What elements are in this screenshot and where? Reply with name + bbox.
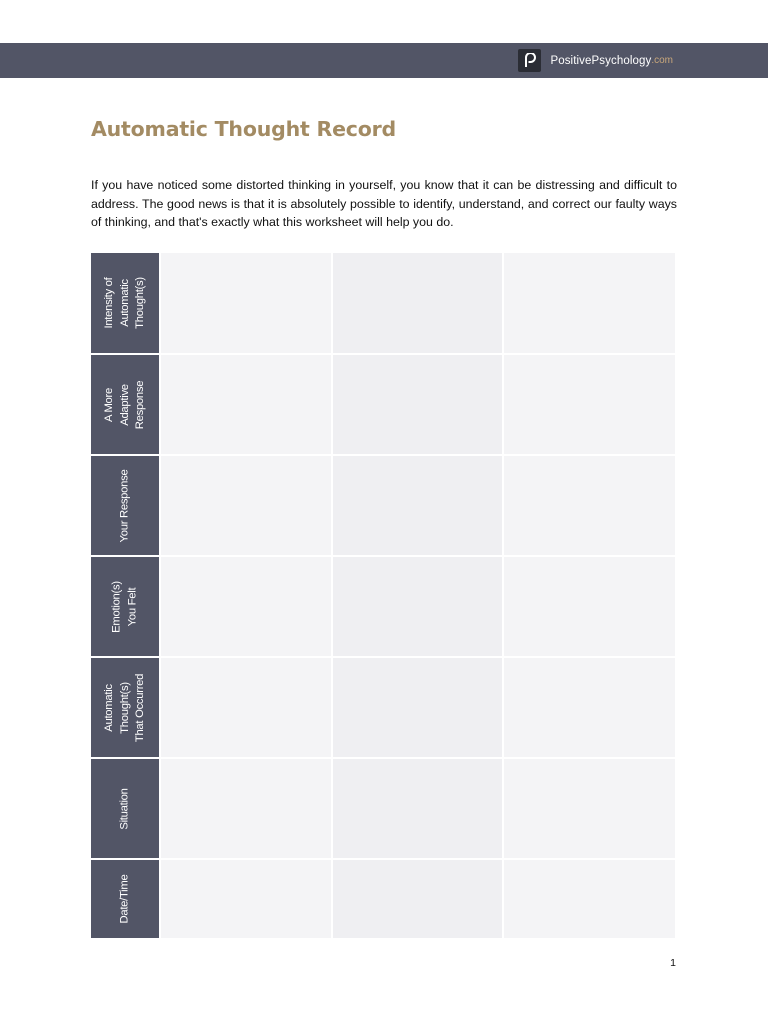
table-cell[interactable] xyxy=(161,253,331,353)
table-cell[interactable] xyxy=(504,456,675,555)
row-header xyxy=(91,253,159,353)
row-header-label: Situation xyxy=(118,787,131,830)
row-header-label: Automatic Thought(s) That Occurred xyxy=(102,673,146,742)
table-row xyxy=(91,557,677,656)
row-header xyxy=(91,557,159,656)
table-cell[interactable] xyxy=(161,860,331,938)
row-header xyxy=(91,860,159,938)
table-cell[interactable] xyxy=(333,658,502,757)
page-title: Automatic Thought Record xyxy=(91,117,397,141)
table-cell[interactable] xyxy=(504,759,675,858)
row-header-label: Intensity of Automatic Thought(s) xyxy=(102,277,146,329)
table-row xyxy=(91,759,677,858)
table-cell[interactable] xyxy=(333,456,502,555)
header-bar xyxy=(0,43,768,78)
row-header-label: Date/Time xyxy=(118,874,131,924)
intro-paragraph: If you have noticed some distorted thinking in yourself, you know that it can be distressing and difficult to address. The good news is that it is absolutely possible to identify, understand, and correct our faulty ways of thinking, and that's exactly what this worksheet will help you do. xyxy=(91,178,677,230)
row-header xyxy=(91,658,159,757)
row-header-label: A More Adaptive Response xyxy=(102,380,146,429)
table-cell[interactable] xyxy=(333,355,502,454)
table-cell[interactable] xyxy=(161,658,331,757)
table-cell[interactable] xyxy=(333,253,502,353)
table-cell[interactable] xyxy=(504,860,675,938)
table-cell[interactable] xyxy=(161,456,331,555)
table-cell[interactable] xyxy=(333,557,502,656)
brand-name: PositivePsychology xyxy=(550,54,652,67)
table-cell[interactable] xyxy=(161,355,331,454)
row-header xyxy=(91,355,159,454)
table-cell[interactable] xyxy=(504,355,675,454)
table-row xyxy=(91,456,677,555)
table-cell[interactable] xyxy=(333,860,502,938)
table-cell[interactable] xyxy=(333,759,502,858)
table-row xyxy=(91,355,677,454)
row-header-label: Emotion(s) You Felt xyxy=(110,580,138,633)
row-header xyxy=(91,759,159,858)
brand[interactable] xyxy=(518,49,673,72)
table-cell[interactable] xyxy=(504,253,675,353)
row-header-label: Your Response xyxy=(118,469,131,542)
brand-suffix: .com xyxy=(651,55,673,66)
table-row xyxy=(91,658,677,757)
page-number: 1 xyxy=(670,957,676,969)
table-row xyxy=(91,860,677,938)
table-row xyxy=(91,253,677,353)
table-cell[interactable] xyxy=(161,557,331,656)
p-logo-icon xyxy=(518,49,541,72)
table-cell[interactable] xyxy=(504,658,675,757)
table-cell[interactable] xyxy=(504,557,675,656)
row-header xyxy=(91,456,159,555)
table-cell[interactable] xyxy=(161,759,331,858)
